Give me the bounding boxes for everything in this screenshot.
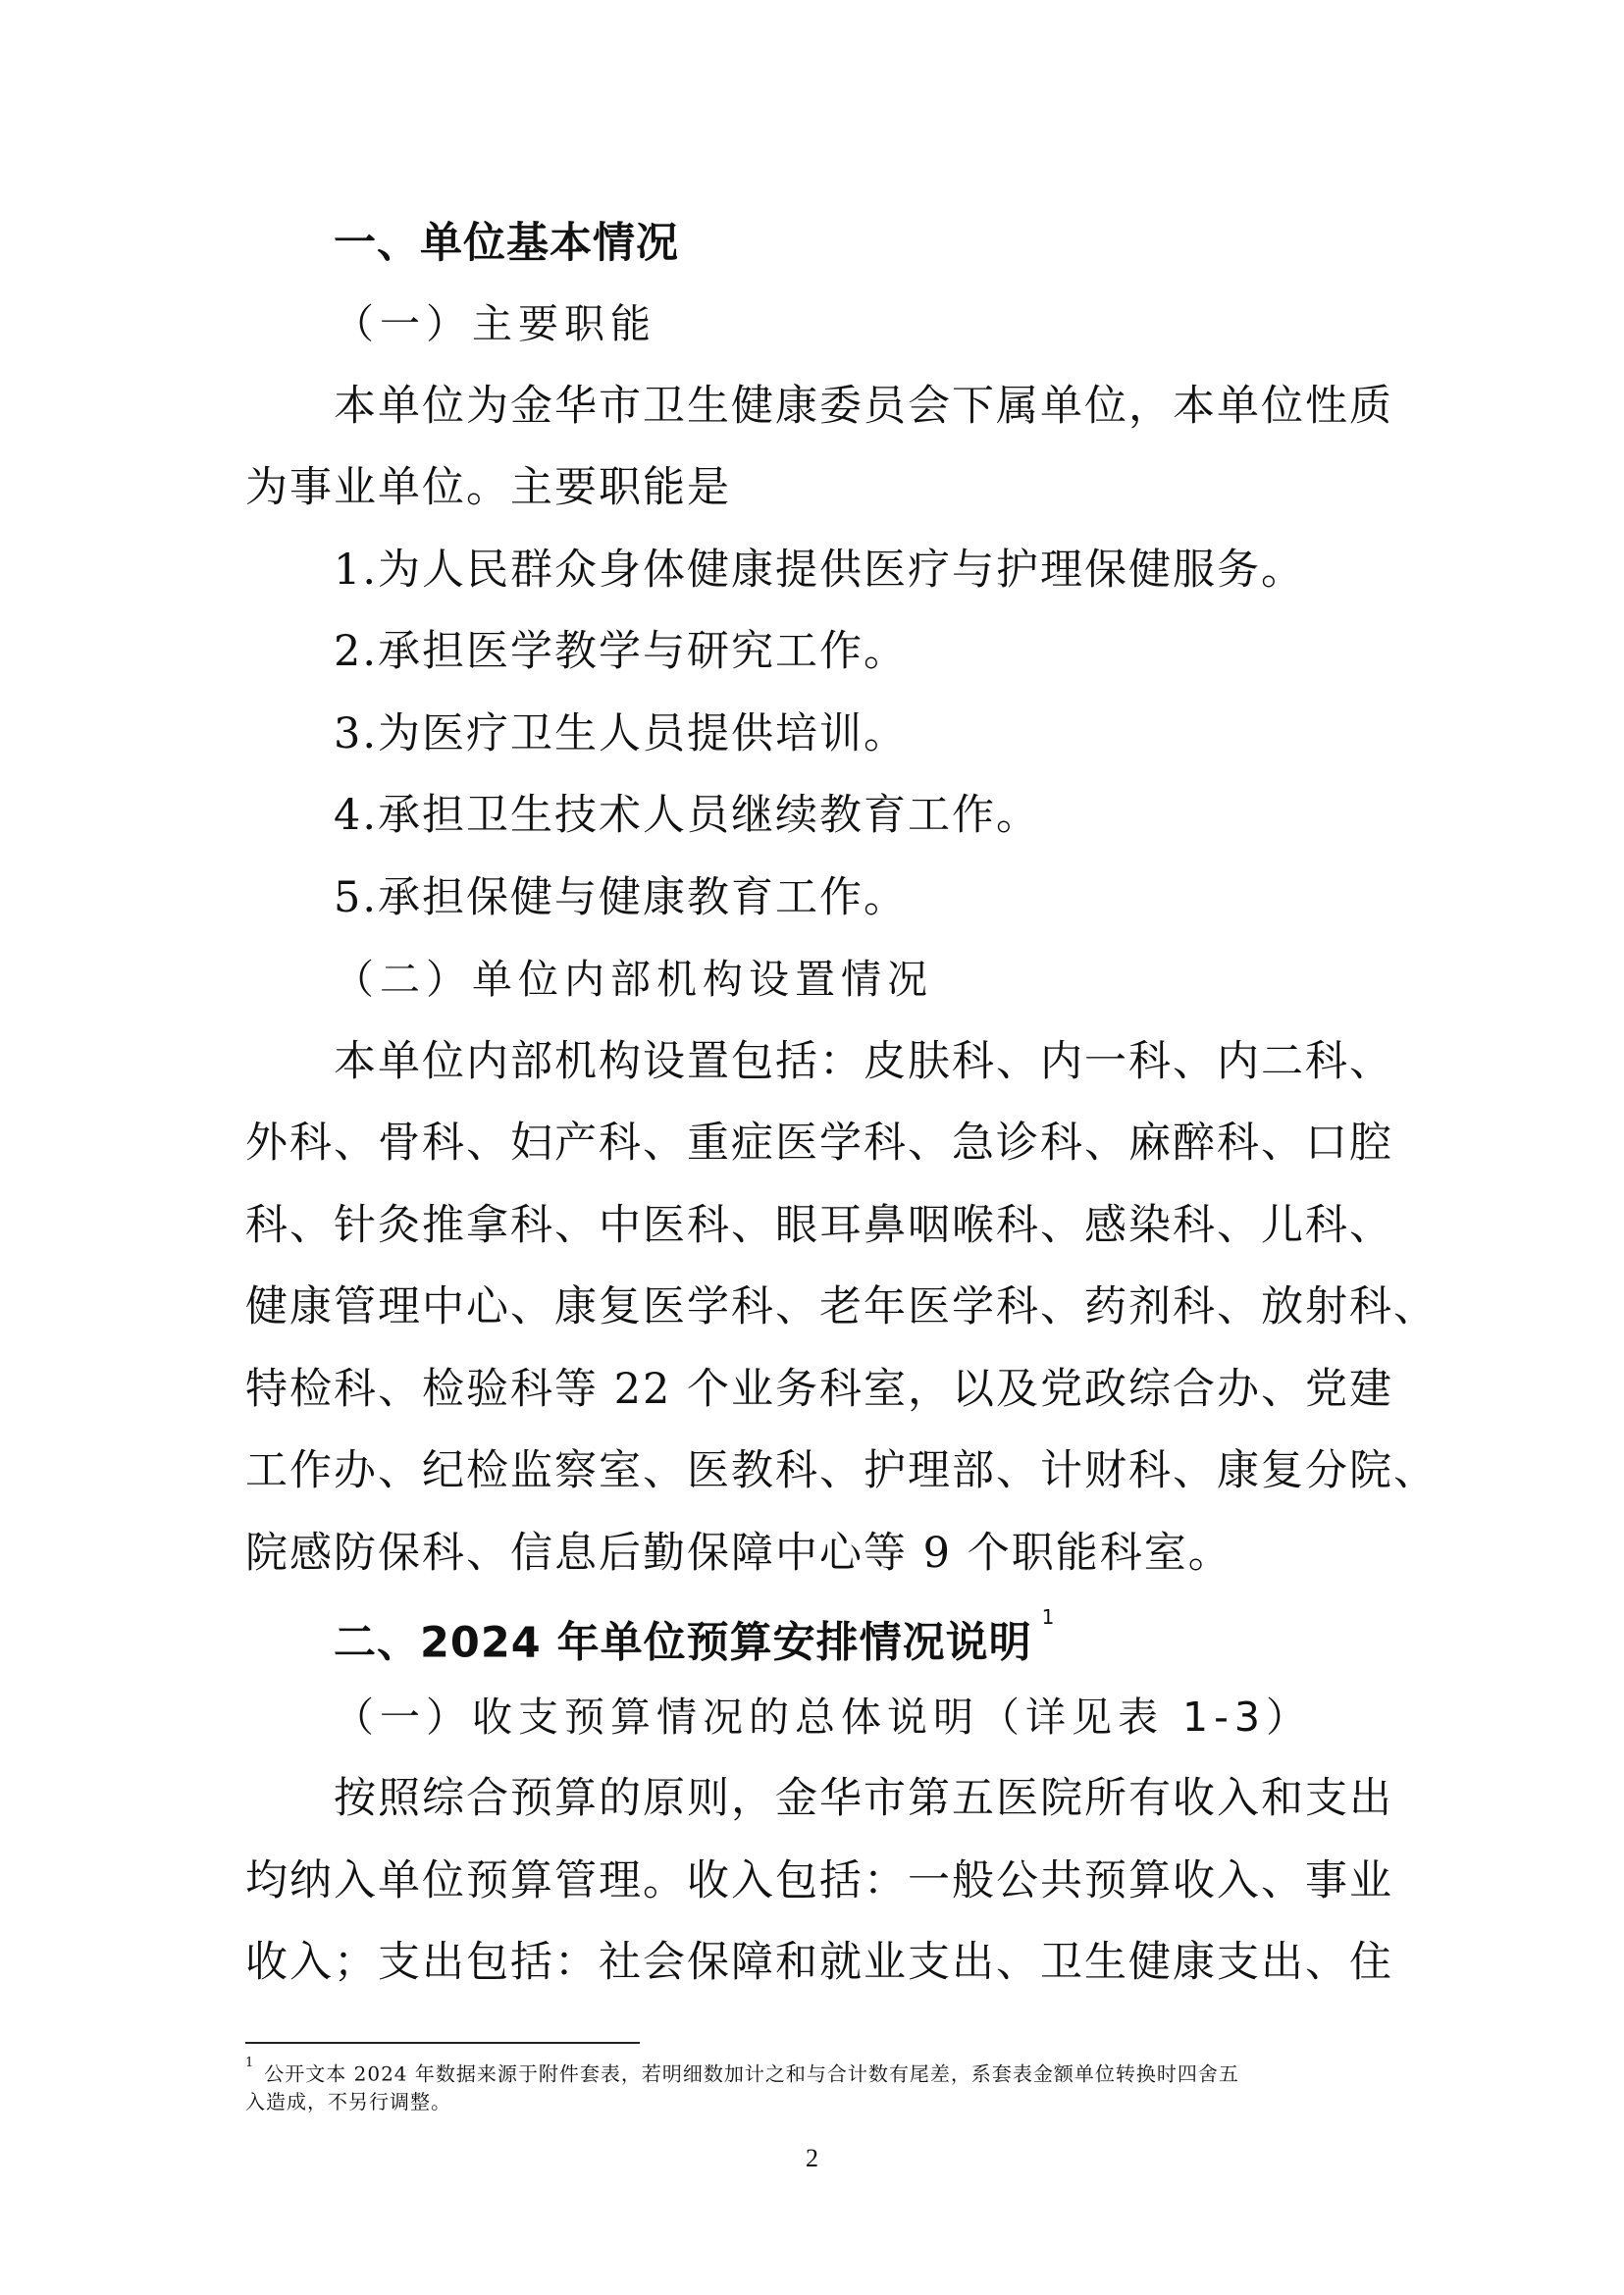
list-item: 5.承担保健与健康教育工作。 bbox=[334, 873, 909, 922]
paragraph-line: 特检科、检验科等 22 个业务科室，以及党政综合办、党建 bbox=[245, 1365, 1394, 1414]
paragraph-line: 工作办、纪检监察室、医教科、护理部、计财科、康复分院、 bbox=[245, 1446, 1438, 1495]
subsection-heading-main-functions: （一）主要职能 bbox=[334, 300, 656, 347]
list-item: 1.为人民群众身体健康提供医疗与护理保健服务。 bbox=[334, 546, 1306, 595]
paragraph-line: 收入；支出包括：社会保障和就业支出、卫生健康支出、住 bbox=[245, 1938, 1393, 1987]
paragraph-line: 外科、骨科、妇产科、重症医学科、急诊科、麻醉科、口腔 bbox=[245, 1119, 1393, 1168]
subsection-heading-budget-overview: （一）收支预算情况的总体说明（详见表 1-3） bbox=[334, 1694, 1312, 1741]
paragraph-line: 科、针灸推拿科、中医科、眼耳鼻咽喉科、感染科、儿科、 bbox=[245, 1201, 1393, 1250]
section-heading-text: 二、2024 年单位预算安排情况说明 bbox=[334, 1618, 1032, 1668]
footnote-divider bbox=[245, 2042, 640, 2044]
paragraph-line: 本单位内部机构设置包括：皮肤科、内一科、内二科、 bbox=[334, 1037, 1393, 1086]
section-heading-budget-2024 bbox=[334, 1605, 1055, 1672]
footnote-text: 公开文本 2024 年数据来源于附件套表，若明细数加计之和与合计数有尾差，系套表金额单位转换时四舍五 bbox=[264, 2061, 1239, 2086]
paragraph-line: 院感防保科、信息后勤保障中心等 9 个职能科室。 bbox=[245, 1529, 1232, 1578]
footnote-line: 入造成，不另行调整。 bbox=[245, 2090, 451, 2113]
footnote-mark: 1 bbox=[245, 2056, 255, 2070]
footnote-reference: 1 bbox=[1041, 1605, 1056, 1629]
subsection-heading-internal-structure: （二）单位内部机构设置情况 bbox=[334, 956, 933, 1003]
list-item: 2.承担医学教学与研究工作。 bbox=[334, 627, 909, 676]
section-heading-basic-info: 一、单位基本情况 bbox=[334, 219, 679, 268]
list-item: 3.为医疗卫生人员提供培训。 bbox=[334, 709, 909, 758]
paragraph-line: 均纳入单位预算管理。收入包括：一般公共预算收入、事业 bbox=[245, 1856, 1393, 1905]
paragraph-line: 按照综合预算的原则，金华市第五医院所有收入和支出 bbox=[334, 1774, 1393, 1823]
paragraph-line: 健康管理中心、康复医学科、老年医学科、药剂科、放射科、 bbox=[245, 1282, 1438, 1331]
paragraph-line: 为事业单位。主要职能是 bbox=[245, 463, 731, 512]
paragraph-line: 本单位为金华市卫生健康委员会下属单位，本单位性质 bbox=[334, 382, 1393, 431]
page-number: 2 bbox=[806, 2144, 818, 2172]
list-item: 4.承担卫生技术人员继续教育工作。 bbox=[334, 791, 1041, 840]
footnote-line bbox=[245, 2057, 1239, 2088]
